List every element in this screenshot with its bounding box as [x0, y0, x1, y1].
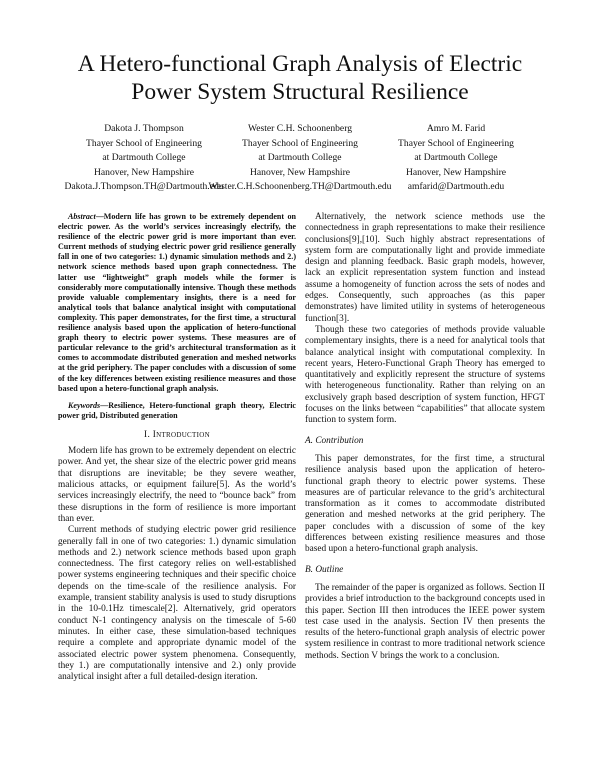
author-school: Thayer School of Engineering [86, 137, 202, 149]
author-block [0, 122, 600, 192]
intro-paragraph-4: Though these two categories of methods provide valuable complementary insights, there is a need for analytical tools that balance analytical insight with computational complexity. In recent years, Hetero-Functional Graph Theory has emerged to quantitatively and explicitly represent the structure of systems with heterogeneous functionality. Rather than relying on an exclusively graph based description of system function, HFGT focuses on the links between “capabilities” that allocate system function to system form. [305, 324, 545, 426]
keywords [58, 401, 296, 421]
right-column [305, 212, 545, 662]
author-college: at Dartmouth College [102, 152, 186, 163]
author-location: Hanover, New Hampshire [249, 166, 351, 178]
left-column [58, 212, 296, 683]
subsection-heading-contribution: A. Contribution [305, 435, 364, 446]
author-school: Thayer School of Engineering [242, 137, 358, 149]
author-name: Dakota J. Thompson [104, 123, 184, 134]
author-email: Wester.C.H.Schoonenberg.TH@Dartmouth.edu [208, 181, 392, 192]
author-name: Amro M. Farid [426, 123, 486, 134]
author-3 [361, 122, 551, 195]
intro-paragraph-1: Modern life has grown to be extremely dependent on electric power. And yet, the shear size of the electric power grid means that disruptions are inevitable; be they severe weather, malicious attacks, or equipment failure[5]. As the world’s services increasingly electrify, the need to “bounce back” from these disruptions in the form of resilience is more important than ever. [58, 446, 296, 524]
author-school: Thayer School of Engineering [398, 137, 514, 149]
section-heading-introduction: I. Introduction [144, 429, 210, 440]
abstract-text: —Modern life has grown to be extremely dependent on electric power. As the world’s services increasingly electrify, the resilience of the electric power grid is more important than ever. Current methods of studying electric power grid resilience generally fall in one of two categories: 1.) dynamic simulation methods and 2.) network science methods based upon graph connectedness. The latter use “lightweight” graph models while the former is considerably more computationally intensive. Though these methods provide valuable complementary insights, there is a need for analytical tools that balance analytical insight with computational complexity. This paper demonstrates, for the first time, a structural resilience analysis based upon the application of hetero-functional graph theory to electric power systems. These measures are of particular relevance to the grid’s architectural transformation as it comes to accommodate distributed generation and meshed networks at the grid periphery. The paper concludes with a discussion of some of the key differences between existing resilience measures and those based upon a hetero-functional graph analysis. [58, 212, 296, 393]
author-college: at Dartmouth College [258, 152, 342, 163]
abstract-label: Abstract [68, 212, 96, 221]
abstract [58, 212, 296, 394]
author-email: amfarid@Dartmouth.edu [407, 181, 505, 192]
contribution-paragraph: This paper demonstrates, for the first time, a structural resilience analysis based upon the application of hetero-functional graph theory to electric power systems. These measures are of particular relevance to the grid’s architectural transformation as it comes to accommodate distributed generation and meshed networks at the grid periphery. The paper concludes with a discussion of some of the key differences between existing resilience measures and those based upon a hetero-functional graph analysis. [305, 453, 545, 555]
author-email: Dakota.J.Thompson.TH@Dartmouth.edu [64, 181, 224, 192]
keywords-text: —Resilience, Hetero-functional graph theory, Electric power grid, Distributed generation [58, 400, 296, 420]
title-line-2: Power System Structural Resilience [131, 79, 469, 105]
intro-paragraph-2: Current methods of studying electric power grid resilience generally fall in one of two categories: 1.) dynamic simulation methods and 2.) network science methods based upon graph connectedness. The first category relies on well-established power systems engineering techniques and their specific choice depends on the time-scale of the resilience analysis. For example, transient stability analysis is used to study disruptions in the 10-0.1Hz timescale[2]. Alternatively, grid operators conduct N-1 contingency analysis on the timescale of 5-60 minutes. In either case, these simulation-based techniques require a complete and appropriate dynamic model of the associated electric power system phenomena. Consequently, they 1.) are computationally intensive and 2.) only provide analytical insight after a full detailed-design iteration. [58, 525, 296, 683]
paper-title [40, 50, 560, 106]
title-line-1: A Hetero-functional Graph Analysis of Electric [77, 51, 523, 77]
author-name: Wester C.H. Schoonenberg [247, 123, 353, 134]
subsection-heading-outline: B. Outline [305, 564, 344, 575]
author-location: Hanover, New Hampshire [405, 166, 507, 178]
author-location: Hanover, New Hampshire [93, 166, 195, 178]
keywords-label: Keywords [68, 400, 101, 410]
author-college: at Dartmouth College [414, 152, 498, 163]
outline-paragraph: The remainder of the paper is organized as follows. Section II provides a brief introduction to the background concepts used in this paper. Section III then introduces the IEEE power system test case used in the analysis. Section IV then presents the results of the hetero-functional graph analysis of electric power system resilience in contrast to more traditional network science methods. Section V brings the work to a conclusion. [305, 582, 545, 661]
intro-paragraph-3: Alternatively, the network science methods use the connectedness in graph representations to make their resilience conclusions[9],[10]. Such highly abstract representations of system form are computationally light and provide immediate design and planning feedback. Basic graph models, however, lack an explicit representation system function and instead assume a homogeneity of function across the sets of nodes and edges. Consequently, such approaches (as this paper demonstrates) have limited utility in systems of heterogeneous function[3]. [305, 212, 545, 324]
